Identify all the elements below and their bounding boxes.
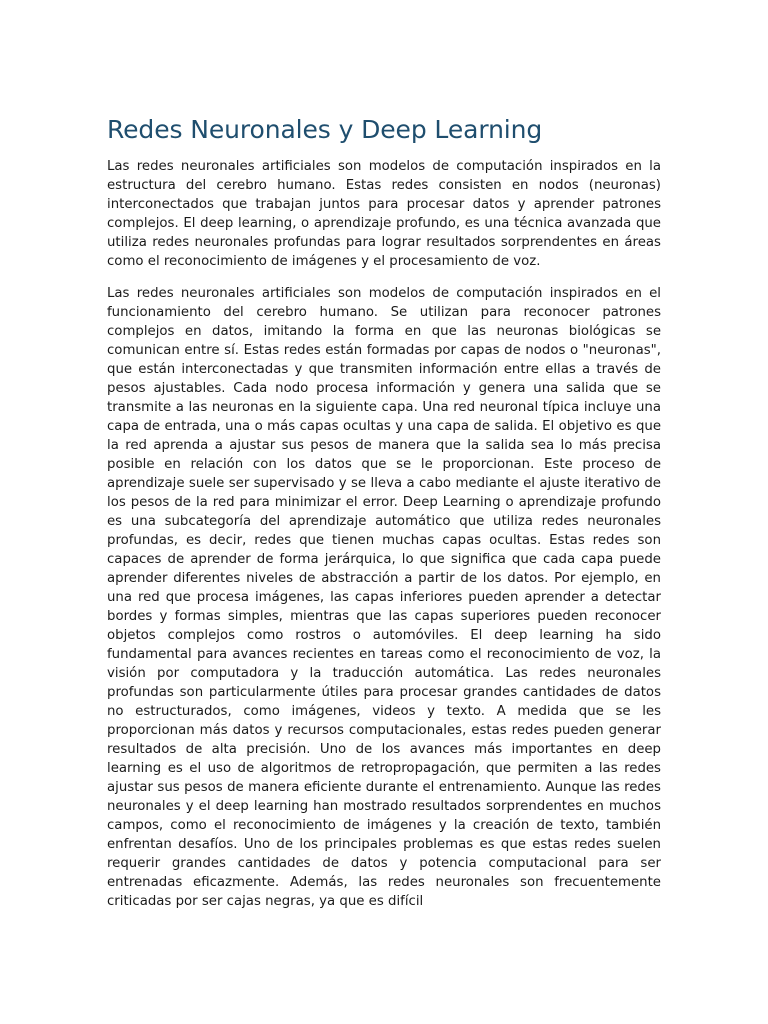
document-page	[107, 112, 661, 924]
document-title: Redes Neuronales y Deep Learning	[107, 115, 543, 144]
intro-paragraph: Las redes neuronales artificiales son modelos de computación inspirados en la estructura del cerebro humano. Estas redes consisten en nodos (neuronas) interconectados que trabajan juntos para procesar datos y aprender patrones complejos. El deep learning, o aprendizaje profundo, es una técnica avanzada que utiliza redes neuronales profundas para lograr resultados sorprendentes en áreas como el reconocimiento de imágenes y el procesamiento de voz.	[107, 159, 661, 269]
body-paragraph: Las redes neuronales artificiales son modelos de computación inspirados en el funcionamiento del cerebro humano. Se utilizan para reconocer patrones complejos en datos, imitando la forma en que las neuronas biológicas se comunican entre sí. Estas redes están formadas por capas de nodos o "neuronas", que están interconectadas y que transmiten información entre ellas a través de pesos ajustables. Cada nodo procesa información y genera una salida que se transmite a las neuronas en la siguiente capa. Una red neuronal típica incluye una capa de entrada, una o más capas ocultas y una capa de salida. El objetivo es que la red aprenda a ajustar sus pesos de manera que la salida sea lo más precisa posible en relación con los datos que se le proporcionan. Este proceso de aprendizaje suele ser supervisado y se lleva a cabo mediante el ajuste iterativo de los pesos de la red para minimizar el error. Deep Learning o aprendizaje profundo es una subcategoría del aprendizaje automático que utiliza redes neuronales profundas, es decir, redes que tienen muchas capas ocultas. Estas redes son capaces de aprender de forma jerárquica, lo que significa que cada capa puede aprender diferentes niveles de abstracción a partir de los datos. Por ejemplo, en una red que procesa imágenes, las capas inferiores pueden aprender a detectar bordes y formas simples, mientras que las capas superiores pueden reconocer objetos complejos como rostros o automóviles. El deep learning ha sido fundamental para avances recientes en tareas como el reconocimiento de voz, la visión por computadora y la traducción automática. Las redes neuronales profundas son particularmente útiles para procesar grandes cantidades de datos no estructurados, como imágenes, videos y texto. A medida que se les proporcionan más datos y recursos computacionales, estas redes pueden generar resultados de alta precisión. Uno de los avances más importantes en deep learning es el uso de algoritmos de retropropagación, que permiten a las redes ajustar sus pesos de manera eficiente durante el entrenamiento. Aunque las redes neuronales y el deep learning han mostrado resultados sorprendentes en muchos campos, como el reconocimiento de imágenes y la creación de texto, también enfrentan desafíos. Uno de los principales problemas es que estas redes suelen requerir grandes cantidades de datos y potencia computacional para ser entrenadas eficazmente. Además, las redes neuronales son frecuentemente criticadas por ser cajas negras, ya que es difícil	[107, 286, 661, 909]
